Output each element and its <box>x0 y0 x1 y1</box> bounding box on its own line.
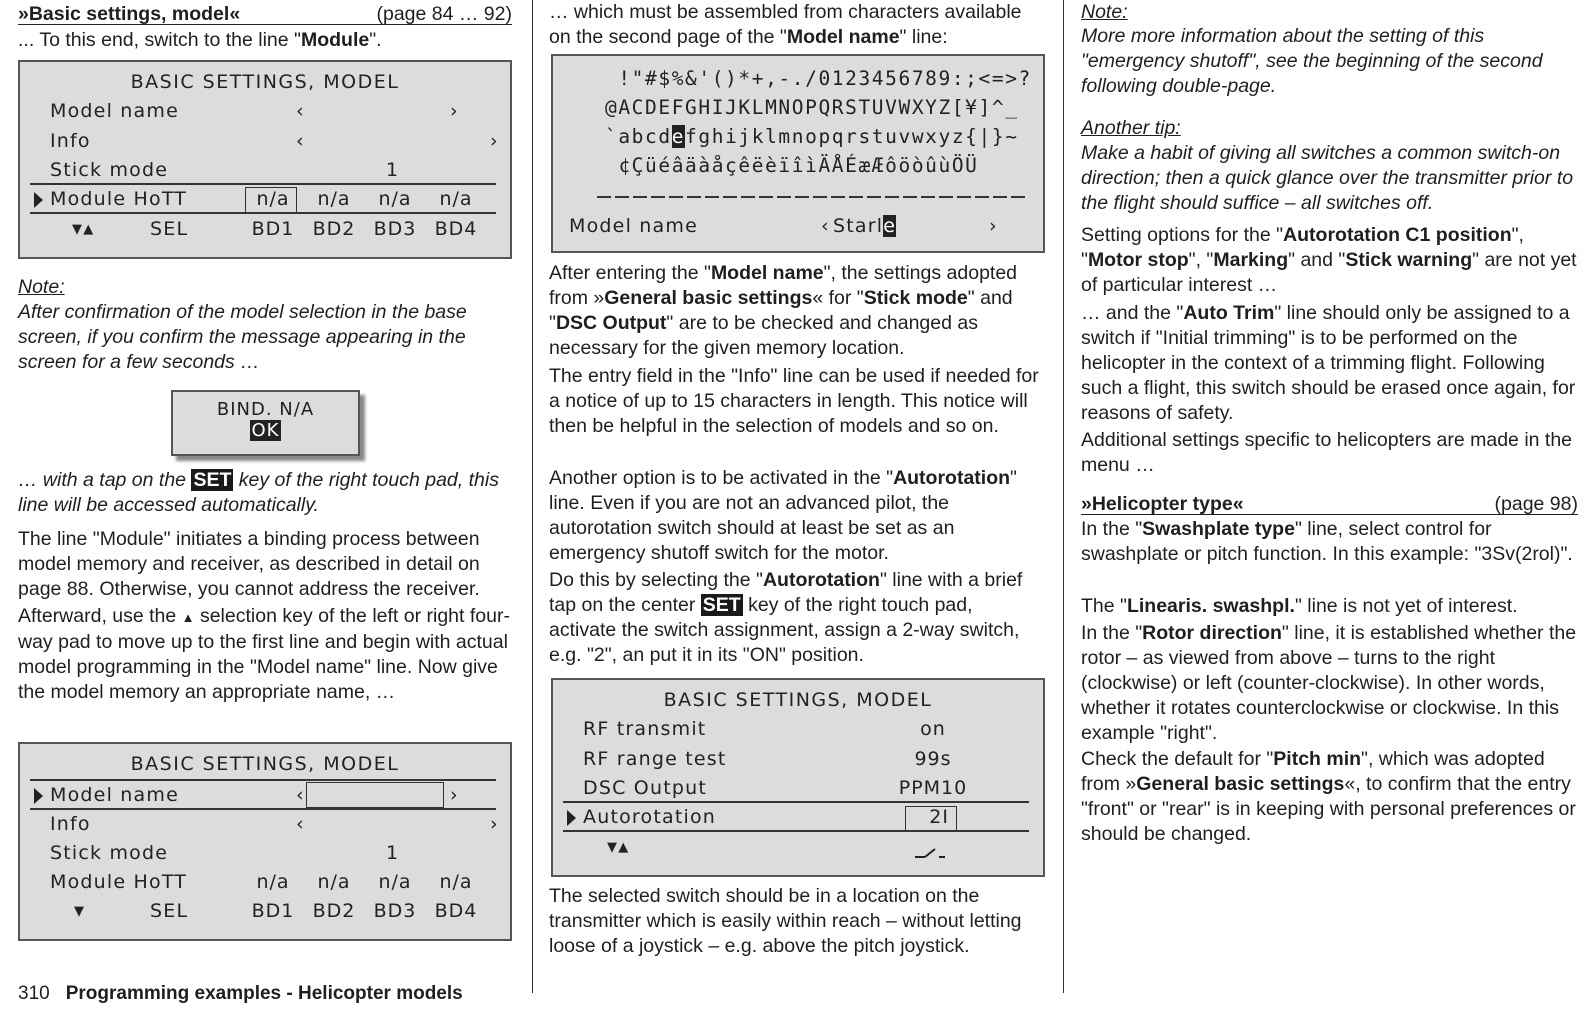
paragraph-linearis: The "Linearis. swashpl." line is not yet of interest. <box>1081 595 1518 617</box>
lcd-screen-character-set <box>551 54 1045 253</box>
screen-title: BASIC SETTINGS, MODEL <box>130 71 400 93</box>
row-module[interactable]: Module HoTT <box>50 188 188 210</box>
bind-button-2[interactable]: BD2 <box>312 900 356 922</box>
bind-button-1[interactable]: BD1 <box>251 218 295 240</box>
section-page-range: (page 84 … 92) <box>376 3 512 25</box>
paragraph-model-name-entered: After entering the "Model name", the settings adopted from »General basic settings« for "Stick mode" and "DSC Output" are to be checked and changed as necessary for the given memory location. <box>549 262 1018 359</box>
charset-line-4: ¢ÇüéâäàåçêëèïîìÄÅÉæÆôöòûùÖÜ <box>605 154 979 177</box>
module-value-4[interactable]: n/a <box>439 871 473 893</box>
row-rf-range-test[interactable]: RF range test <box>583 748 727 770</box>
module-value-2[interactable]: n/a <box>317 188 351 210</box>
chevron-left-icon: ‹ <box>296 784 305 806</box>
module-value-3[interactable]: n/a <box>378 871 412 893</box>
tap-set-paragraph: … with a tap on the SET key of the right touch pad, this line will be accessed automatically. <box>18 469 499 516</box>
autorotation-switch-value[interactable]: 2I <box>929 806 949 828</box>
column-1 <box>18 0 512 922</box>
bind-na-popup <box>171 390 360 456</box>
intro-paragraph: … which must be assembled from characters available on the second page of the "Model name" line: <box>549 1 1022 48</box>
row-info[interactable]: Info <box>50 130 91 152</box>
rf-range-test-value[interactable]: 99s <box>914 748 952 770</box>
row-rf-transmit[interactable]: RF transmit <box>583 718 707 740</box>
stick-mode-value: 1 <box>386 159 400 181</box>
row-model-name[interactable]: Model name <box>50 100 179 122</box>
scroll-down-icon: ▼ <box>74 904 86 919</box>
section-header-helicopter-type <box>1081 490 1578 515</box>
stick-mode-value: 1 <box>386 842 400 864</box>
tip-text: Make a habit of giving all switches a common switch-on direction; then a quick glance over the transmitter prior to the flight should suffice – all switches off. <box>1081 142 1574 214</box>
body-paragraph-2: Afterward, use the ▲ selection key of the left or right four-way pad to move up to the first line and begin with actual model programming in the "Model name" line. Now give the model memory an appropriate name, … <box>18 605 510 703</box>
bind-button-1[interactable]: BD1 <box>251 900 295 922</box>
bind-button-3[interactable]: BD3 <box>373 218 417 240</box>
chevron-right-icon: › <box>450 784 459 806</box>
section-header-basic-settings <box>18 0 512 25</box>
row-stick-mode[interactable]: Stick mode <box>50 842 169 864</box>
paragraph-autorotation: Another option is to be activated in the "Autorotation" line. Even if you are not an advanced pilot, the autorotation switch should at least be set as an emergency shutoff switch for the motor. <box>549 467 1017 564</box>
chevron-right-icon: › <box>490 813 499 835</box>
set-key-label: SET <box>193 469 232 491</box>
dsc-output-value[interactable]: PPM10 <box>898 777 968 799</box>
selected-row-arrow-icon <box>567 810 576 826</box>
selected-row-arrow-icon <box>34 788 43 804</box>
note-label: Note: <box>18 276 65 298</box>
row-model-name[interactable]: Model name <box>50 784 179 806</box>
chevron-left-icon: ‹ <box>296 813 305 835</box>
chevron-left-icon: ‹ <box>821 215 830 237</box>
row-module[interactable]: Module HoTT <box>50 871 188 893</box>
row-info[interactable]: Info <box>50 813 91 835</box>
chevron-left-icon: ‹ <box>296 130 305 152</box>
charset-cursor[interactable]: e <box>671 125 686 148</box>
section-title: »Basic settings, model« <box>18 3 241 25</box>
section-page-range: (page 98) <box>1494 493 1578 515</box>
module-value-2[interactable]: n/a <box>317 871 351 893</box>
paragraph-pitch-min: Check the default for "Pitch min", which was adopted from »General basic settings«, to confirm that the entry "front" or "rear" is in keeping with personal preferences or should be changed. <box>1081 748 1576 845</box>
chevron-left-icon: ‹ <box>296 100 305 122</box>
model-name-input[interactable] <box>306 782 444 808</box>
body-paragraph-1: The line "Module" initiates a binding process between model memory and receiver, as described in detail on page 88. Otherwise, you cannot address the receiver. <box>18 528 480 600</box>
module-value-4[interactable]: n/a <box>439 188 473 210</box>
note-text: After confirmation of the model selection in the base screen, if you confirm the message appearing in the screen for a few seconds … <box>18 301 467 373</box>
paragraph-rotor-direction: In the "Rotor direction" line, it is established whether the rotor – as viewed from above – turns to the right (clockwise) or left (counter-clockwise). In other words, whether it rotates counterclockwise or clockwise. In this example "right". <box>1081 622 1577 744</box>
charset-line-3: `abcdefghijklmnopqrstuvwxyz{|}~ <box>605 125 1019 148</box>
paragraph-info-line: The entry field in the "Info" line can be used if needed for a notice of up to 15 characters in length. This notice will then be helpful in the selection of models and so on. <box>549 365 1039 437</box>
selection-rule-bottom <box>30 808 496 810</box>
bind-button-4[interactable]: BD4 <box>434 218 478 240</box>
bind-button-3[interactable]: BD3 <box>373 900 417 922</box>
chapter-title: Programming examples - Helicopter models <box>65 983 463 1004</box>
column-divider-right <box>1063 0 1064 993</box>
bind-button-4[interactable]: BD4 <box>434 900 478 922</box>
note-text: More more information about the setting of this "emergency shutoff", see the beginning of the second following double-page. <box>1081 25 1543 97</box>
sel-label: SEL <box>150 900 189 922</box>
lcd-screen-basic-settings-2 <box>18 742 512 941</box>
sel-label: SEL <box>150 218 189 240</box>
module-value-1[interactable]: n/a <box>256 188 290 210</box>
screen-title: BASIC SETTINGS, MODEL <box>130 753 400 775</box>
paragraph-switch-location: The selected switch should be in a location on the transmitter which is easily within reach – without letting loose of a joystick – e.g. above the pitch joystick. <box>549 885 1022 957</box>
name-entry-dashes <box>597 196 1025 198</box>
paragraph-auto-trim: … and the "Auto Trim" line should only be assigned to a switch if "Initial trimming" is to be performed on the helicopter in the context of a trimming flight. Following such a flight, this switch should be erased once again, for reasons of safety. <box>1081 302 1576 424</box>
paragraph-setting-options: Setting options for the "Autorotation C1 position", "Motor stop", "Marking" and "Stick warning" are not yet of particular interest … <box>1081 224 1577 296</box>
module-value-3[interactable]: n/a <box>378 188 412 210</box>
tip-label: Another tip: <box>1081 117 1181 139</box>
model-name-label: Model name <box>569 215 698 237</box>
paragraph-select-switch: Do this by selecting the "Autorotation" line with a brief tap on the center SET key of the right touch pad, activate the switch assignment, assign a 2-way switch, e.g. "2", an put it in its "ON" position. <box>549 569 1023 666</box>
chevron-right-icon: › <box>450 100 459 122</box>
page-number: 310 <box>18 983 50 1004</box>
name-cursor: e <box>883 215 897 237</box>
section-title: »Helicopter type« <box>1081 493 1244 515</box>
model-name-value[interactable]: Starle <box>833 215 897 237</box>
popup-message: BIND. N/A <box>216 399 315 420</box>
switch-symbol-icon <box>915 841 945 853</box>
column-divider-left <box>532 0 533 993</box>
row-dsc-output[interactable]: DSC Output <box>583 777 707 799</box>
module-value-1[interactable]: n/a <box>256 871 290 893</box>
row-stick-mode[interactable]: Stick mode <box>50 159 169 181</box>
rf-transmit-value[interactable]: on <box>920 718 946 740</box>
up-arrow-icon: ▲ <box>181 610 195 625</box>
bind-button-2[interactable]: BD2 <box>312 218 356 240</box>
chevron-right-icon: › <box>989 215 998 237</box>
selection-rule-bottom <box>563 830 1029 832</box>
set-key-label: SET <box>702 594 741 616</box>
page-footer <box>18 983 463 1005</box>
selection-rule-bottom <box>30 212 496 214</box>
row-autorotation[interactable]: Autorotation <box>583 806 717 828</box>
paragraph-swashplate-type: In the "Swashplate type" line, select control for swashplate or pitch function. In this example: "3Sv(2rol)". <box>1081 518 1573 565</box>
selected-row-arrow-icon <box>34 192 43 208</box>
intro-paragraph: ... To this end, switch to the line "Module". <box>18 29 382 51</box>
charset-line-2: @ACDEFGHIJKLMNOPQRSTUVWXYZ[¥]^_ <box>605 96 1019 119</box>
charset-line-1: !"#$%&'()*+,-./0123456789:;<=>? <box>605 67 1032 90</box>
note-label: Note: <box>1081 1 1128 23</box>
lcd-screen-basic-settings-3 <box>551 678 1045 877</box>
chevron-right-icon: › <box>490 130 499 152</box>
scroll-down-up-icon: ▼▲ <box>607 840 630 855</box>
popup-ok-button[interactable]: OK <box>251 420 280 441</box>
paragraph-additional-settings: Additional settings specific to helicopters are made in the menu … <box>1081 429 1573 476</box>
scroll-up-down-icon: ▼▲ <box>72 222 95 237</box>
lcd-screen-basic-settings-1 <box>18 60 512 259</box>
screen-title: BASIC SETTINGS, MODEL <box>663 689 933 711</box>
